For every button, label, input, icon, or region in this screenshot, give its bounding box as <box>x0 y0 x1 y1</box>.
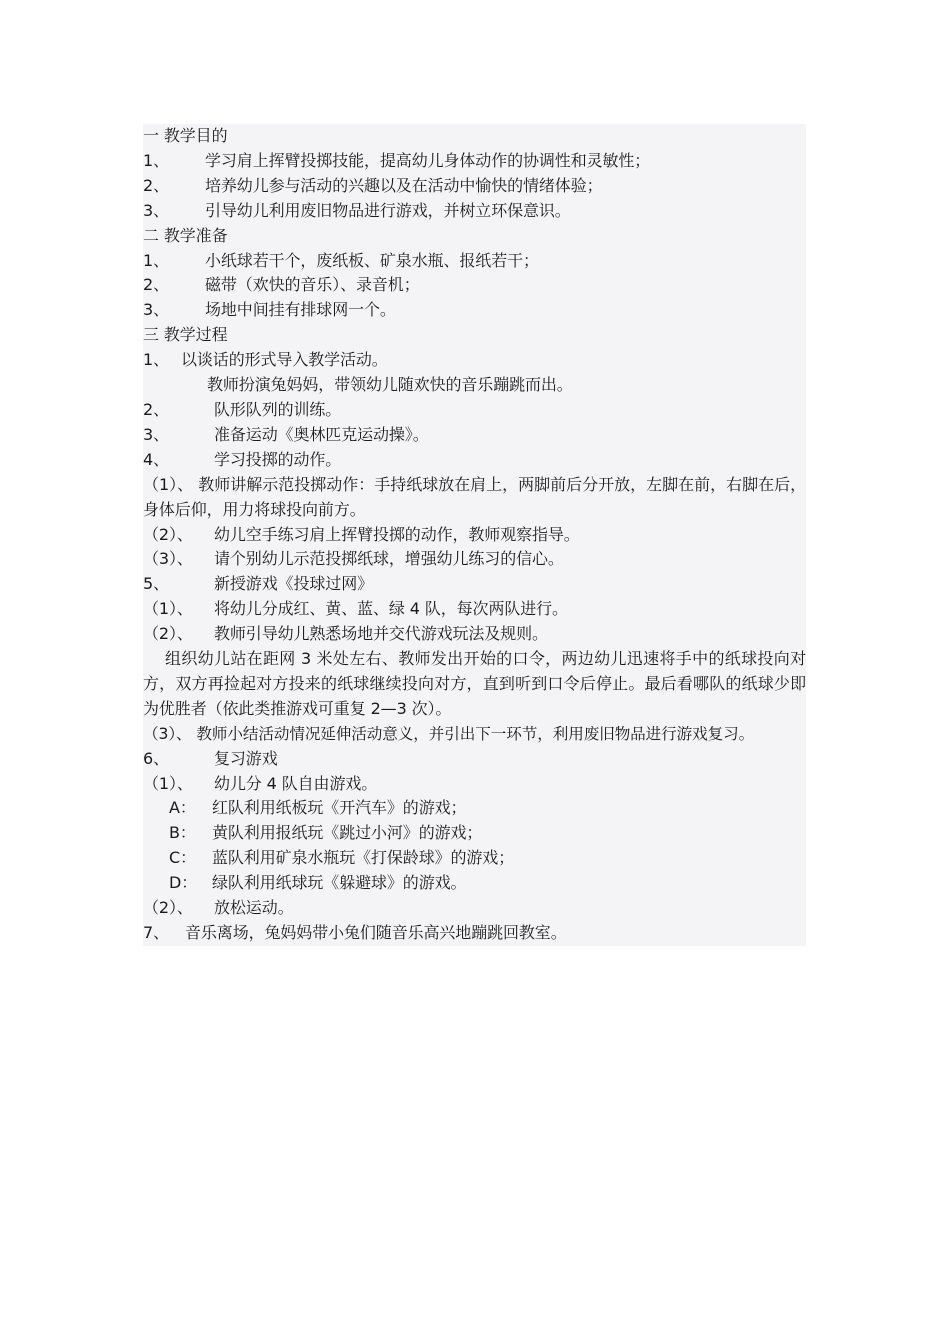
item-text: 放松运动。 <box>214 898 294 918</box>
list-item <box>143 348 806 373</box>
paragraph: （1）、 教师讲解示范投掷动作：手持纸球放在肩上，两脚前后分开放，左脚在前，右脚在后，身体后仰，用力将球投向前方。 <box>143 474 806 519</box>
item-number: 7、 <box>143 923 169 942</box>
item-number: 3、 <box>143 424 169 444</box>
item-number: （1）、 <box>143 599 193 619</box>
item-number: 1、 <box>143 250 169 270</box>
item-text: 请个别幼儿示范投掷纸球，增强幼儿练习的信心。 <box>214 549 564 569</box>
item-text: 将幼儿分成红、黄、蓝、绿 4 队，每次两队进行。 <box>214 599 568 619</box>
item-number: （1）、 <box>143 773 193 793</box>
item-number: 2、 <box>143 399 169 419</box>
item-text: 复习游戏 <box>214 748 278 768</box>
section-heading-process: 三 教学过程 <box>143 325 228 345</box>
item-number: 5、 <box>143 574 169 594</box>
item-text: 学习投掷的动作。 <box>214 449 342 469</box>
item-number: 3、 <box>143 300 169 320</box>
game-rules-paragraph: 组织幼儿站在距网 3 米处左右、教师发出开始的口令，两边幼儿迅速将手中的纸球投向对方，双方再捡起对方投来的纸球继续投向对方，直到听到口令后停止。最后看哪队的纸球少即为优胜者（依此类推游戏可重复 2—3 次）。 <box>143 649 806 718</box>
item-number: 2、 <box>143 175 169 195</box>
game-item <box>143 846 806 871</box>
game-item <box>143 796 806 821</box>
sub-item <box>143 523 806 548</box>
list-item <box>143 747 806 772</box>
game-label: C： <box>169 848 196 868</box>
list-item <box>143 149 806 174</box>
section-heading-preparation: 二 教学准备 <box>143 225 228 245</box>
game-text: 黄队利用报纸玩《跳过小河》的游戏； <box>212 823 483 843</box>
game-text: 绿队利用纸球玩《躲避球》的游戏。 <box>212 873 467 893</box>
item-text: 音乐离场，兔妈妈带小兔们随音乐高兴地蹦跳回教室。 <box>185 923 567 942</box>
game-item <box>143 871 806 896</box>
item-text: 培养幼儿参与活动的兴趣以及在活动中愉快的情绪体验； <box>205 175 603 195</box>
sub-item <box>143 772 806 797</box>
item-number: 3、 <box>143 200 169 220</box>
game-label: D： <box>169 873 198 893</box>
section-heading-objectives: 一 教学目的 <box>143 126 228 145</box>
list-item <box>143 448 806 473</box>
sub-item <box>143 597 806 622</box>
item-number: 1、 <box>143 350 169 370</box>
game-item <box>143 821 806 846</box>
item-text: 磁带（欢快的音乐）、录音机； <box>205 275 420 295</box>
item-text: 教师引导幼儿熟悉场地并交代游戏玩法及规则。 <box>214 624 548 644</box>
list-item <box>143 298 806 323</box>
list-item <box>143 199 806 224</box>
game-label: A： <box>169 798 196 818</box>
item-text: 引导幼儿利用废旧物品进行游戏，并树立环保意识。 <box>205 200 571 220</box>
item-number: 2、 <box>143 275 169 295</box>
item-text: 学习肩上挥臂投掷技能，提高幼儿身体动作的协调性和灵敏性； <box>205 150 651 170</box>
game-text: 蓝队利用矿泉水瓶玩《打保龄球》的游戏； <box>212 848 515 868</box>
item-text: 队形队列的训练。 <box>214 399 342 419</box>
item-number: 6、 <box>143 748 169 768</box>
item-number: （2）、 <box>143 624 193 644</box>
list-item <box>143 398 806 423</box>
item-text: 场地中间挂有排球网一个。 <box>205 300 396 320</box>
item-number: 4、 <box>143 449 169 469</box>
game-text: 红队利用纸板玩《开汽车》的游戏； <box>212 798 467 818</box>
item-number: （2）、 <box>143 524 193 544</box>
list-item <box>143 273 806 298</box>
game-label: B： <box>169 823 196 843</box>
item-text: 幼儿空手练习肩上挥臂投掷的动作，教师观察指导。 <box>214 524 580 544</box>
item-text: 幼儿分 4 队自由游戏。 <box>214 773 378 793</box>
item-text: 新授游戏《投球过网》 <box>214 574 374 594</box>
list-item <box>143 572 806 597</box>
sub-item <box>143 896 806 921</box>
list-item <box>143 423 806 448</box>
list-item <box>143 921 806 946</box>
item-text: 以谈话的形式导入教学活动。 <box>181 350 388 370</box>
list-item <box>143 174 806 199</box>
list-item <box>143 249 806 274</box>
sub-item <box>143 547 806 572</box>
sub-item <box>143 622 806 647</box>
document-body <box>143 124 806 946</box>
step-description: 教师扮演兔妈妈，带领幼儿随欢快的音乐蹦跳而出。 <box>207 375 573 395</box>
item-number: （3）、 <box>143 549 193 569</box>
paragraph: （3）、 教师小结活动情况延伸活动意义，并引出下一环节，利用废旧物品进行游戏复习。 <box>143 724 755 743</box>
item-number: 1、 <box>143 150 169 170</box>
item-text: 小纸球若干个，废纸板、矿泉水瓶、报纸若干； <box>205 250 539 270</box>
item-number: （2）、 <box>143 898 193 918</box>
item-text: 准备运动《奥林匹克运动操》。 <box>214 424 429 444</box>
